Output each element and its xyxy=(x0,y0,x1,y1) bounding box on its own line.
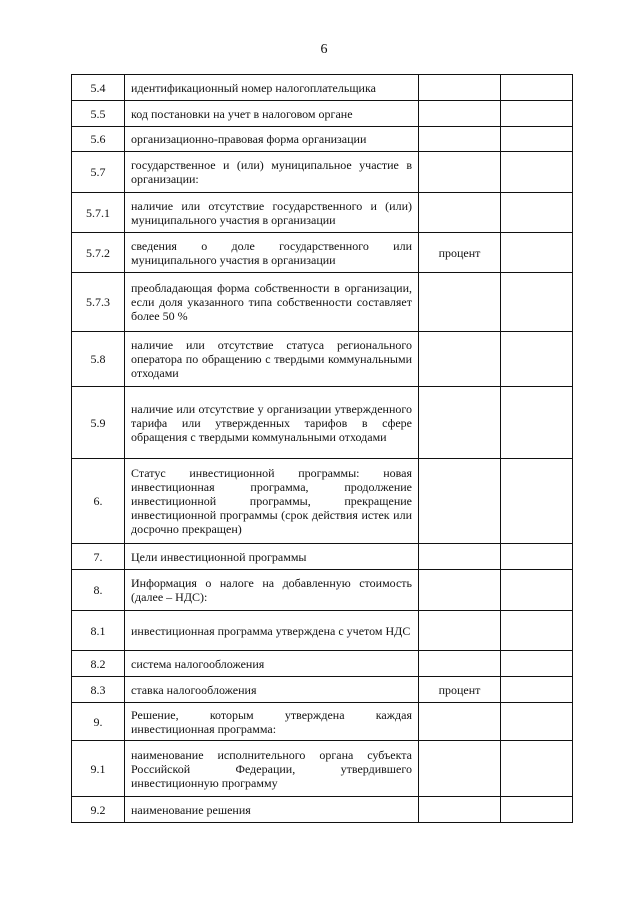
row-value-cell xyxy=(501,273,573,332)
table-row xyxy=(72,611,573,651)
row-value-cell xyxy=(501,703,573,741)
row-unit xyxy=(419,387,501,459)
row-description: инвестиционная программа утверждена с учетом НДС xyxy=(125,611,419,651)
row-number: 9. xyxy=(72,703,125,741)
row-number: 5.7 xyxy=(72,152,125,193)
row-unit: процент xyxy=(419,233,501,273)
row-unit xyxy=(419,193,501,233)
row-description: Решение, которым утверждена каждая инвестиционная программа: xyxy=(125,703,419,741)
row-unit xyxy=(419,741,501,797)
row-description: Статус инвестиционной программы: новая инвестиционная программа, продолжение инвестиционной программы, прекращение инвестиционной программы (срок действия истек или досрочно прекращен) xyxy=(125,459,419,544)
row-value-cell xyxy=(501,101,573,127)
table-row xyxy=(72,332,573,387)
page-number: 6 xyxy=(320,42,328,57)
row-description: Цели инвестиционной программы xyxy=(125,544,419,570)
row-value-cell xyxy=(501,75,573,101)
row-number: 5.7.2 xyxy=(72,233,125,273)
row-unit xyxy=(419,101,501,127)
row-description: наличие или отсутствие государственного и (или) муниципального участия в организации xyxy=(125,193,419,233)
row-unit xyxy=(419,332,501,387)
row-unit xyxy=(419,611,501,651)
row-description: преобладающая форма собственности в организации, если доля указанного типа собственности составляет более 50 % xyxy=(125,273,419,332)
row-number: 9.2 xyxy=(72,797,125,823)
row-value-cell xyxy=(501,797,573,823)
row-number: 7. xyxy=(72,544,125,570)
row-number: 8. xyxy=(72,570,125,611)
row-value-cell xyxy=(501,651,573,677)
table-row xyxy=(72,651,573,677)
table-row xyxy=(72,677,573,703)
table-row xyxy=(72,101,573,127)
table-row xyxy=(72,797,573,823)
table-row xyxy=(72,387,573,459)
row-number: 5.7.1 xyxy=(72,193,125,233)
table-row xyxy=(72,703,573,741)
row-number: 8.3 xyxy=(72,677,125,703)
row-number: 5.6 xyxy=(72,127,125,152)
row-description: Информация о налоге на добавленную стоимость (далее – НДС): xyxy=(125,570,419,611)
row-description: сведения о доле государственного или муниципального участия в организации xyxy=(125,233,419,273)
row-value-cell xyxy=(501,544,573,570)
data-table xyxy=(71,74,573,823)
table-row xyxy=(72,193,573,233)
row-description: наличие или отсутствие у организации утвержденного тарифа или утвержденных тарифов в сфере обращения с твердыми коммунальными отходами xyxy=(125,387,419,459)
table-row xyxy=(72,570,573,611)
table-row xyxy=(72,152,573,193)
row-unit xyxy=(419,651,501,677)
row-description: система налогообложения xyxy=(125,651,419,677)
row-value-cell xyxy=(501,570,573,611)
row-value-cell xyxy=(501,127,573,152)
row-description: наименование исполнительного органа субъекта Российской Федерации, утвердившего инвестиционную программу xyxy=(125,741,419,797)
row-value-cell xyxy=(501,741,573,797)
row-description: код постановки на учет в налоговом органе xyxy=(125,101,419,127)
row-unit: процент xyxy=(419,677,501,703)
row-description: наименование решения xyxy=(125,797,419,823)
row-number: 5.5 xyxy=(72,101,125,127)
row-number: 5.9 xyxy=(72,387,125,459)
row-description: организационно-правовая форма организации xyxy=(125,127,419,152)
row-unit xyxy=(419,459,501,544)
row-value-cell xyxy=(501,387,573,459)
row-value-cell xyxy=(501,677,573,703)
table-row xyxy=(72,233,573,273)
row-number: 5.4 xyxy=(72,75,125,101)
row-unit xyxy=(419,127,501,152)
table-row xyxy=(72,75,573,101)
row-number: 5.7.3 xyxy=(72,273,125,332)
row-unit xyxy=(419,703,501,741)
table-row xyxy=(72,544,573,570)
row-unit xyxy=(419,75,501,101)
table-row xyxy=(72,127,573,152)
row-description: государственное и (или) муниципальное участие в организации: xyxy=(125,152,419,193)
row-number: 6. xyxy=(72,459,125,544)
row-number: 8.1 xyxy=(72,611,125,651)
row-unit xyxy=(419,570,501,611)
table-row xyxy=(72,741,573,797)
row-unit xyxy=(419,273,501,332)
row-unit xyxy=(419,544,501,570)
row-value-cell xyxy=(501,459,573,544)
row-value-cell xyxy=(501,152,573,193)
row-description: наличие или отсутствие статуса регионального оператора по обращению с твердыми коммунальными отходами xyxy=(125,332,419,387)
row-description: идентификационный номер налогоплательщика xyxy=(125,75,419,101)
row-number: 8.2 xyxy=(72,651,125,677)
row-value-cell xyxy=(501,332,573,387)
row-unit xyxy=(419,797,501,823)
row-description: ставка налогообложения xyxy=(125,677,419,703)
table-row xyxy=(72,459,573,544)
row-value-cell xyxy=(501,611,573,651)
row-value-cell xyxy=(501,193,573,233)
row-number: 5.8 xyxy=(72,332,125,387)
row-unit xyxy=(419,152,501,193)
table-row xyxy=(72,273,573,332)
row-value-cell xyxy=(501,233,573,273)
row-number: 9.1 xyxy=(72,741,125,797)
